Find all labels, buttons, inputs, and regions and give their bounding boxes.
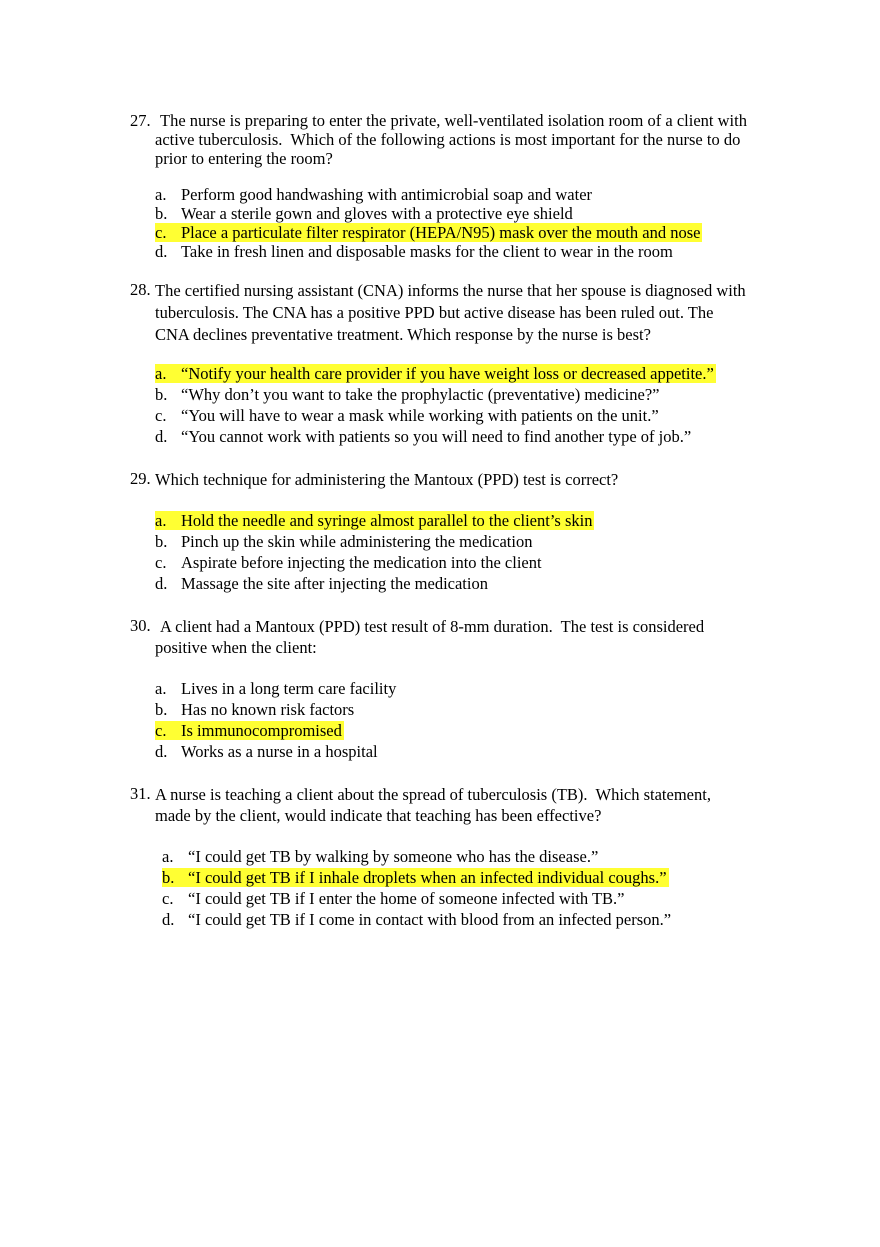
option-text: Has no known risk factors	[181, 700, 355, 719]
answer-option	[155, 242, 673, 261]
answer-option	[155, 427, 691, 446]
option-letter: c.	[155, 553, 167, 572]
answer-option	[162, 910, 671, 929]
option-letter: a.	[155, 511, 167, 530]
option-letter: d.	[155, 574, 168, 593]
question-stem-line: A nurse is teaching a client about the spread of tuberculosis (TB). Which statement,	[155, 785, 711, 804]
option-text: “You will have to wear a mask while working with patients on the unit.”	[181, 406, 659, 425]
option-letter: d.	[162, 910, 175, 929]
option-text: “You cannot work with patients so you will need to find another type of job.”	[181, 427, 692, 446]
answer-option-correct	[155, 721, 344, 740]
option-text: Take in fresh linen and disposable masks for the client to wear in the room	[181, 242, 673, 261]
option-letter: b.	[155, 204, 168, 223]
question-number: 27.	[130, 111, 151, 130]
option-letter: a.	[155, 364, 167, 383]
answer-option-correct	[155, 223, 702, 242]
question-stem-line: The certified nursing assistant (CNA) informs the nurse that her spouse is diagnosed with	[155, 281, 746, 300]
option-text: “I could get TB if I enter the home of someone infected with TB.”	[188, 889, 625, 908]
answer-option	[155, 204, 573, 223]
option-letter: d.	[155, 742, 168, 761]
question-stem-line: Which technique for administering the Mantoux (PPD) test is correct?	[155, 470, 619, 489]
option-text: Hold the needle and syringe almost parallel to the client’s skin	[181, 511, 593, 530]
option-letter: d.	[155, 242, 168, 261]
answer-option-correct	[155, 364, 716, 383]
answer-option	[155, 679, 396, 698]
option-letter: a.	[155, 185, 167, 204]
question-number: 30.	[130, 616, 151, 635]
option-letter: a.	[162, 847, 174, 866]
option-letter: c.	[162, 889, 174, 908]
answer-option	[155, 385, 659, 404]
question-stem-line: made by the client, would indicate that teaching has been effective?	[155, 806, 602, 825]
answer-option	[162, 889, 625, 908]
option-text: “Why don’t you want to take the prophylactic (preventative) medicine?”	[181, 385, 660, 404]
question-stem-line: CNA declines preventative treatment. Which response by the nurse is best?	[155, 325, 651, 344]
answer-option-correct	[162, 868, 669, 887]
question-stem-line: positive when the client:	[155, 638, 317, 657]
option-text: “Notify your health care provider if you have weight loss or decreased appetite.”	[181, 364, 714, 383]
option-text: Lives in a long term care facility	[181, 679, 397, 698]
question-number: 28.	[130, 280, 151, 299]
option-letter: d.	[155, 427, 168, 446]
question-stem-line: tuberculosis. The CNA has a positive PPD but active disease has been ruled out. The	[155, 303, 714, 322]
answer-option-correct	[155, 511, 594, 530]
answer-option	[155, 185, 592, 204]
option-text: Place a particulate filter respirator (HEPA/N95) mask over the mouth and nose	[181, 223, 701, 242]
answer-option	[162, 847, 598, 866]
option-text: Massage the site after injecting the medication	[181, 574, 488, 593]
option-text: Perform good handwashing with antimicrobial soap and water	[181, 185, 593, 204]
answer-option	[155, 406, 659, 425]
option-text: Is immunocompromised	[181, 721, 342, 740]
answer-option	[155, 553, 542, 572]
question-stem-line: The nurse is preparing to enter the private, well-ventilated isolation room of a client with	[160, 111, 747, 130]
option-letter: b.	[155, 700, 168, 719]
question-number: 31.	[130, 784, 151, 803]
question-stem-line: prior to entering the room?	[155, 149, 333, 168]
option-text: Works as a nurse in a hospital	[181, 742, 378, 761]
option-text: “I could get TB by walking by someone who has the disease.”	[188, 847, 599, 866]
option-text: Aspirate before injecting the medication into the client	[181, 553, 542, 572]
option-letter: a.	[155, 679, 167, 698]
option-text: Wear a sterile gown and gloves with a protective eye shield	[181, 204, 573, 223]
option-text: Pinch up the skin while administering the medication	[181, 532, 533, 551]
option-letter: b.	[162, 868, 175, 887]
option-letter: c.	[155, 406, 167, 425]
answer-option	[155, 742, 378, 761]
option-letter: b.	[155, 532, 168, 551]
option-text: “I could get TB if I inhale droplets when an infected individual coughs.”	[188, 868, 667, 887]
option-text: “I could get TB if I come in contact with blood from an infected person.”	[188, 910, 672, 929]
answer-option	[155, 574, 488, 593]
option-letter: c.	[155, 721, 167, 740]
option-letter: b.	[155, 385, 168, 404]
answer-option	[155, 700, 354, 719]
answer-option	[155, 532, 532, 551]
question-number: 29.	[130, 469, 151, 488]
option-letter: c.	[155, 223, 167, 242]
question-stem-line: A client had a Mantoux (PPD) test result of 8-mm duration. The test is considered	[160, 617, 705, 636]
question-stem-line: active tuberculosis. Which of the following actions is most important for the nurse to do	[155, 130, 741, 149]
